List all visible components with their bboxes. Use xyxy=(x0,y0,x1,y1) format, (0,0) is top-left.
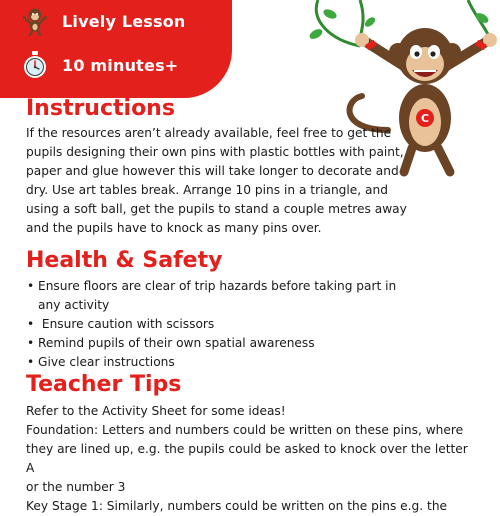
instructions-line: dry. Use art tables break. Arrange 10 pins in a triangle, and xyxy=(26,183,388,197)
tips-line: or the number 3 xyxy=(26,480,126,494)
tips-line: Key Stage 1: Similarly, numbers could be written on the pins e.g. the xyxy=(26,499,448,513)
tips-line: they are lined up, e.g. the pupils could be asked to knock over the letter A xyxy=(26,442,468,475)
instructions-line: and the pupils have to knock as many pins over. xyxy=(26,221,322,235)
tips-line: Refer to the Activity Sheet for some ideas! xyxy=(26,404,286,418)
duration-label: 10 minutes+ xyxy=(62,55,179,75)
instructions-line: using a soft ball, get the pupils to stand a couple metres away xyxy=(26,202,407,216)
list-item xyxy=(26,277,411,315)
instructions-line: paper and glue however this will take longer to decorate and xyxy=(26,164,399,178)
instructions-line: pupils designing their own pins with plastic bottles with paint, xyxy=(26,145,404,159)
list-item-text: Ensure caution with scissors xyxy=(38,317,215,331)
instructions-title: Instructions xyxy=(26,96,175,121)
instructions-body xyxy=(26,124,418,238)
stopwatch-icon xyxy=(22,50,48,80)
bullet-icon: • xyxy=(27,317,35,331)
lesson-banner xyxy=(0,0,232,98)
health-safety-title: Health & Safety xyxy=(26,248,223,273)
health-safety-list xyxy=(26,277,411,372)
bullet-icon: • xyxy=(27,355,35,369)
instructions-line: If the resources aren’t already available, feel free to get the xyxy=(26,126,392,140)
list-item-text: Give clear instructions xyxy=(38,355,175,369)
list-item xyxy=(26,315,411,334)
list-item xyxy=(26,353,411,372)
lesson-type-row xyxy=(22,6,186,36)
teacher-tips-body xyxy=(26,402,478,516)
bullet-icon: • xyxy=(27,279,35,293)
teacher-tips-title: Teacher Tips xyxy=(26,372,182,397)
monkey-icon xyxy=(22,6,48,36)
list-item-text: Remind pupils of their own spatial awareness xyxy=(38,336,315,350)
tips-line: Foundation: Letters and numbers could be written on these pins, where xyxy=(26,423,464,437)
lesson-type-label: Lively Lesson xyxy=(62,11,186,31)
duration-row xyxy=(22,50,178,80)
mascot-badge-letter: C xyxy=(420,112,430,125)
list-item-text: Ensure floors are clear of trip hazards before taking part in any activity xyxy=(38,279,397,312)
list-item xyxy=(26,334,411,353)
bullet-icon: • xyxy=(27,336,35,350)
